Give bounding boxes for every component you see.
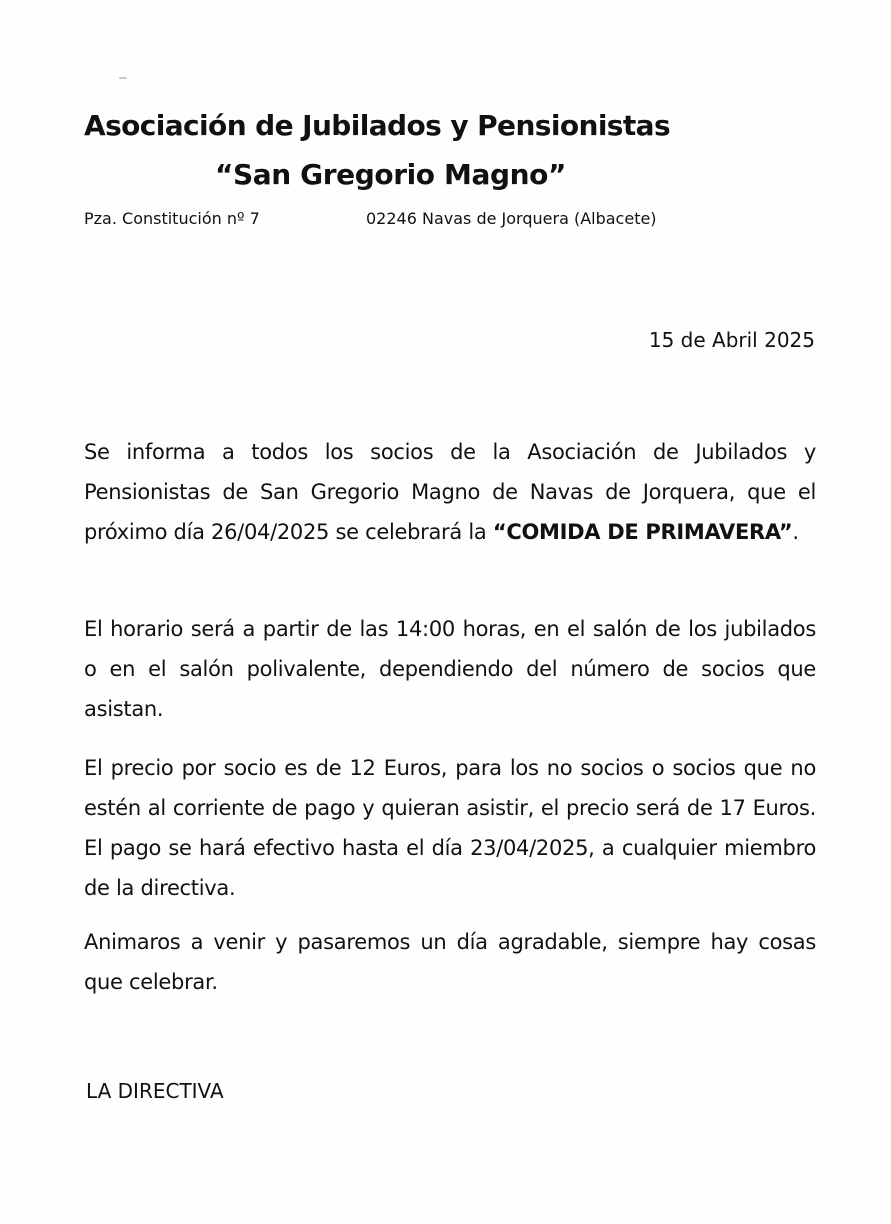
paragraph-announcement-text: Se informa a todos los socios de la Asociación de Jubilados y Pensionistas de San Gregorio Magno de Navas de Jorquera, que el próximo día 26/04/2025 se celebrará la bbox=[84, 440, 816, 544]
paragraph-price: El precio por socio es de 12 Euros, para los no socios o socios que no estén al corriente de pago y quieran asistir, el precio será de 17 Euros. El pago se hará efectivo hasta el día 23/04/2025, a cualquier miembro de la directiva. bbox=[84, 756, 816, 900]
address-city: 02246 Navas de Jorquera (Albacete) bbox=[366, 209, 657, 228]
paragraph-announcement-end: . bbox=[792, 520, 799, 544]
scan-speck bbox=[119, 77, 127, 79]
association-title: Asociación de Jubilados y Pensionistas bbox=[84, 109, 671, 142]
event-name: “COMIDA DE PRIMAVERA” bbox=[492, 520, 793, 544]
paragraph-closing: Animaros a venir y pasaremos un día agradable, siempre hay cosas que celebrar. bbox=[84, 930, 816, 994]
address-street: Pza. Constitución nº 7 bbox=[84, 209, 260, 228]
document-date: 15 de Abril 2025 bbox=[648, 328, 815, 352]
signature: LA DIRECTIVA bbox=[86, 1079, 224, 1103]
association-subtitle: “San Gregorio Magno” bbox=[215, 158, 566, 191]
paragraph-schedule: El horario será a partir de las 14:00 horas, en el salón de los jubilados o en el salón polivalente, dependiendo del número de socios que asistan. bbox=[84, 617, 816, 721]
paragraph-announcement bbox=[84, 432, 816, 552]
